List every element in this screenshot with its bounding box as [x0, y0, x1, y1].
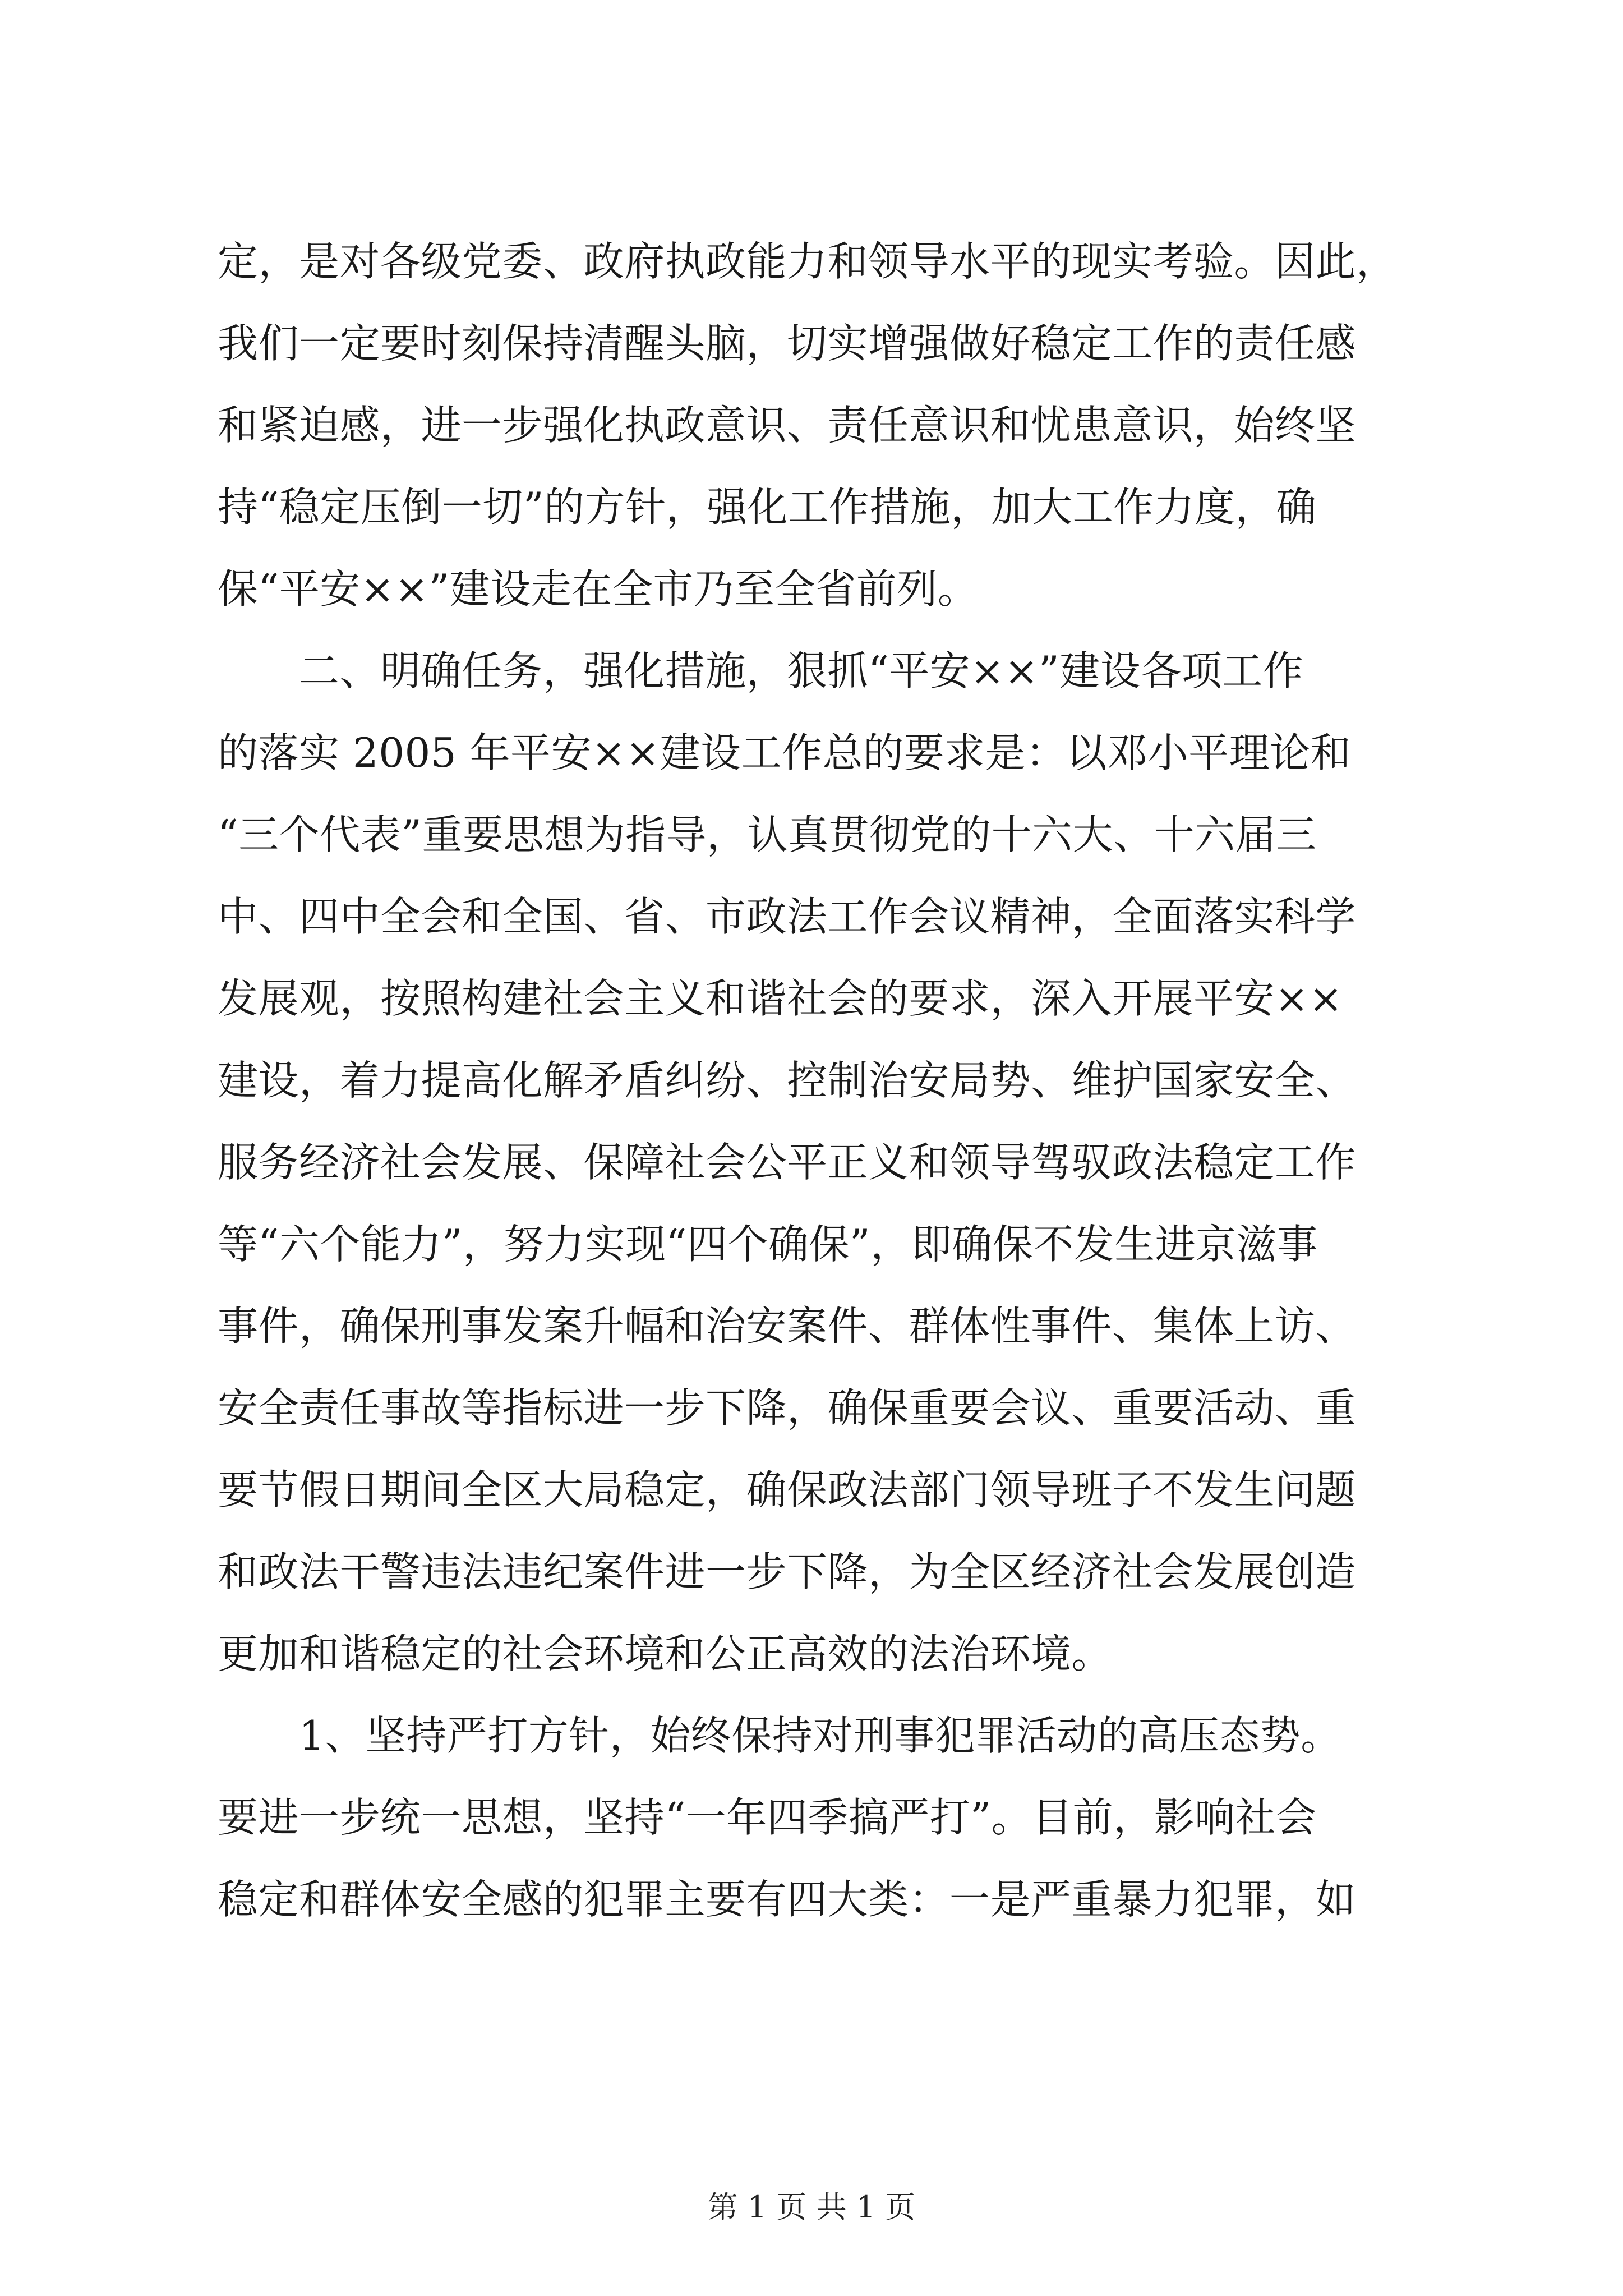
text-line: 定，是对各级党委、政府执政能力和领导水平的现实考验。因此，: [218, 238, 1397, 285]
text-line: 二、明确任务，强化措施，狠抓“平安××”建设各项工作: [218, 647, 1304, 694]
text-line: 保“平安××”建设走在全市乃至全省前列。: [218, 565, 979, 613]
text-line: “三个代表”重要思想为指导，认真贯彻党的十六大、十六届三: [218, 811, 1317, 858]
text-line: 建设，着力提高化解矛盾纠纷、控制治安局势、维护国家安全、: [218, 1057, 1357, 1104]
text-line: 和政法干警违法违纪案件进一步下降，为全区经济社会发展创造: [218, 1548, 1357, 1595]
body-text: [218, 220, 1412, 1940]
text-line: 事件，确保刑事发案升幅和治安案件、群体性事件、集体上访、: [218, 1303, 1357, 1350]
text-line: 要节假日期间全区大局稳定，确保政法部门领导班子不发生问题: [218, 1466, 1357, 1513]
text-line: 中、四中全会和全国、省、市政法工作会议精神，全面落实科学: [218, 893, 1357, 940]
text-line: 1、坚持严打方针，始终保持对刑事犯罪活动的高压态势。: [218, 1712, 1341, 1759]
text-line: 等“六个能力”，努力实现“四个确保”，即确保不发生进京滋事: [218, 1221, 1318, 1268]
page-footer: 第 1 页 共 1 页: [707, 2189, 916, 2225]
text-line: 安全责任事故等指标进一步下降，确保重要会议、重要活动、重: [218, 1384, 1357, 1432]
text-line: 和紧迫感，进一步强化执政意识、责任意识和忧患意识，始终坚: [218, 402, 1357, 449]
text-line: 服务经济社会发展、保障社会公平正义和领导驾驭政法稳定工作: [218, 1139, 1357, 1186]
text-line: 稳定和群体安全感的犯罪主要有四大类：一是严重暴力犯罪，如: [218, 1876, 1357, 1923]
text-line: 的落实 2005 年平安××建设工作总的要求是：以邓小平理论和: [218, 729, 1352, 776]
text-line: 我们一定要时刻保持清醒头脑，切实增强做好稳定工作的责任感: [218, 320, 1357, 367]
text-line: 更加和谐稳定的社会环境和公正高效的法治环境。: [218, 1630, 1113, 1677]
text-line: 持“稳定压倒一切”的方针，强化工作措施，加大工作力度，确: [218, 484, 1317, 531]
text-line: 发展观，按照构建社会主义和谐社会的要求，深入开展平安××: [218, 975, 1343, 1022]
text-line: 要进一步统一思想，坚持“一年四季搞严打”。目前，影响社会: [218, 1794, 1317, 1841]
